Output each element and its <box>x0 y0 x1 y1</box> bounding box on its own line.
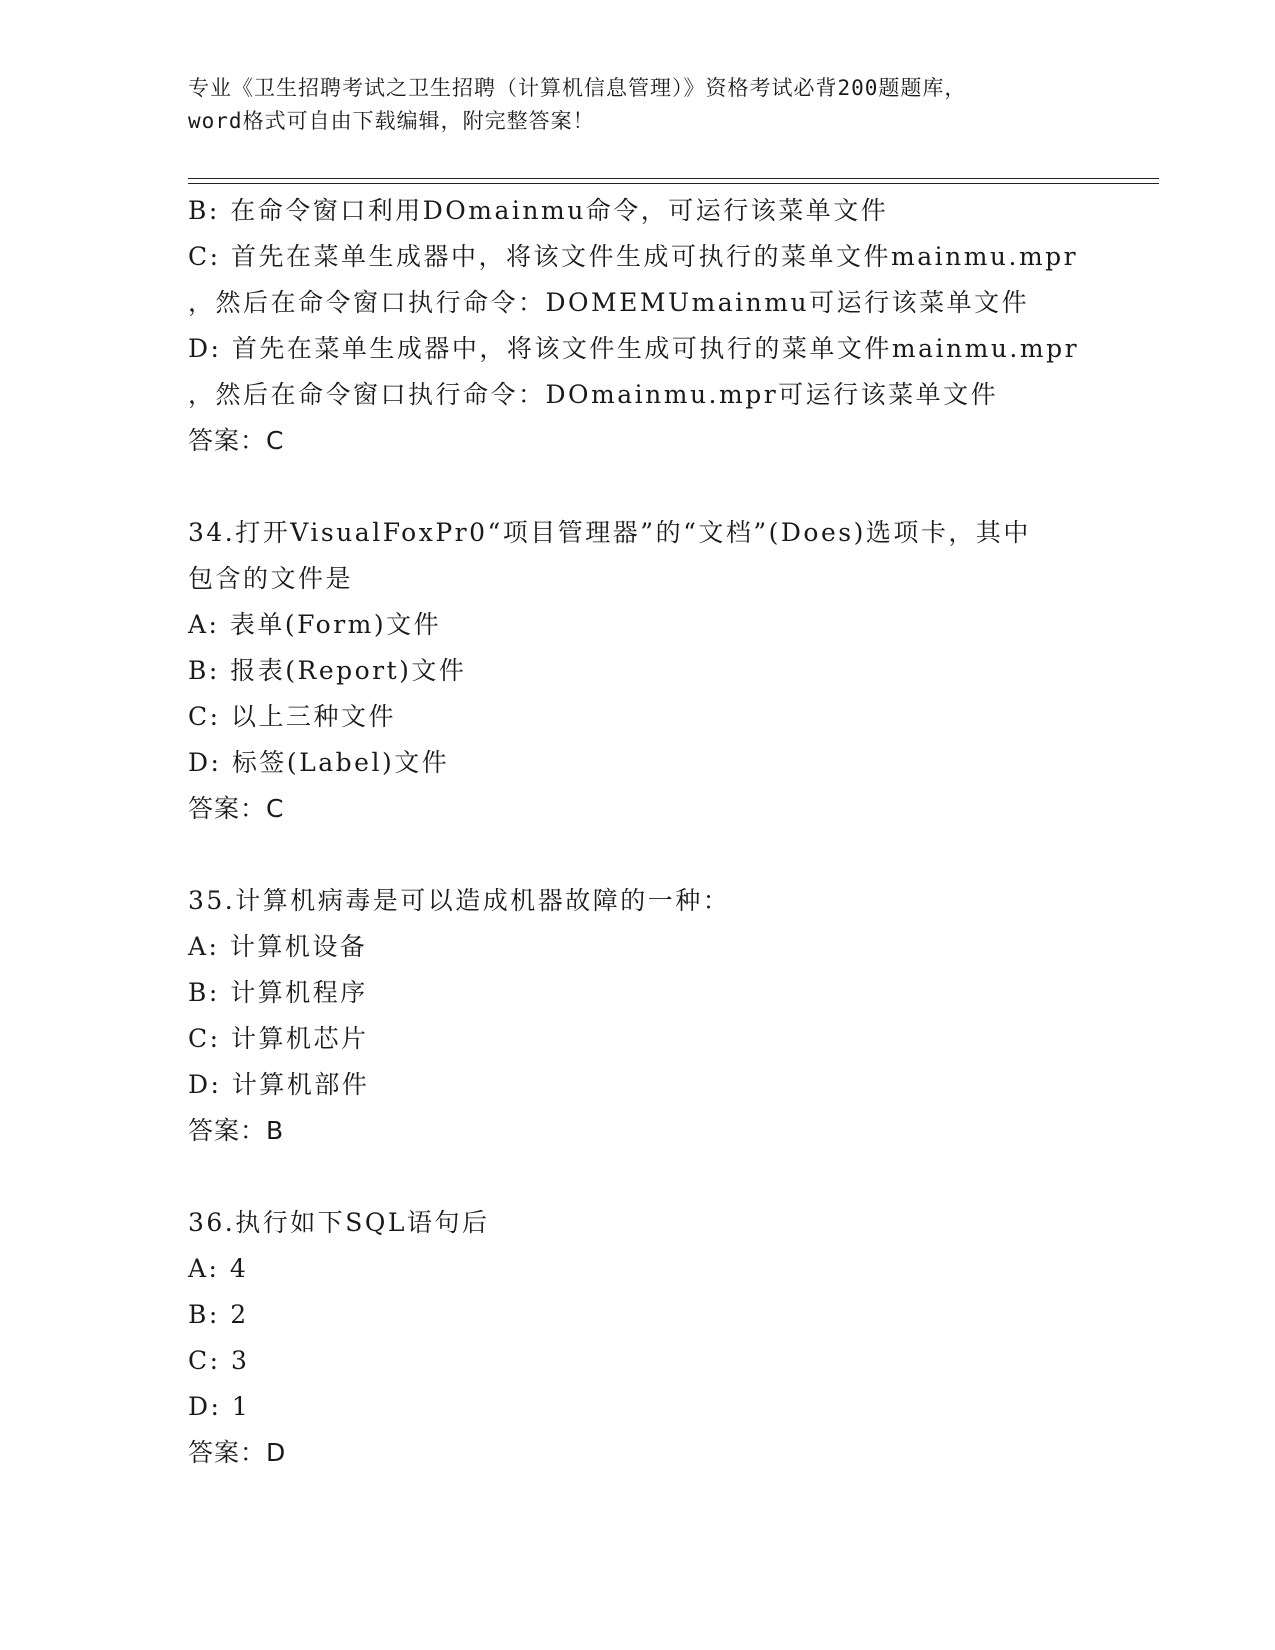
answer-line: 答案：B <box>188 1116 285 1145</box>
option-c: C: 首先在菜单生成器中，将该文件生成可执行的菜单文件mainmu.mpr <box>188 242 1079 271</box>
option-a: A: 4 <box>188 1254 249 1283</box>
document-header <box>188 72 1088 138</box>
spacer <box>188 1154 1188 1200</box>
answer-line: 答案：D <box>188 1438 287 1467</box>
option-b: B: 报表(Report)文件 <box>188 656 467 685</box>
question-stem: 36.执行如下SQL语句后 <box>188 1208 490 1237</box>
option-d: D: 1 <box>188 1392 251 1421</box>
question-stem: 35.计算机病毒是可以造成机器故障的一种： <box>188 886 731 915</box>
question-34 <box>188 510 1188 832</box>
option-a: A: 计算机设备 <box>188 932 368 961</box>
question-36 <box>188 1200 1188 1476</box>
option-b: B: 计算机程序 <box>188 978 368 1007</box>
option-d: D: 标签(Label)文件 <box>188 748 450 777</box>
option-b: B: 在命令窗口利用DOmainmu命令，可运行该菜单文件 <box>188 196 889 225</box>
option-a: A: 表单(Form)文件 <box>188 610 442 639</box>
header-divider <box>188 178 1159 184</box>
question-content <box>188 188 1188 1476</box>
question-stem: 34.打开VisualFoxPr0“项目管理器”的“文档”(Does)选项卡，其中 <box>188 518 1031 547</box>
option-c: C: 3 <box>188 1346 250 1375</box>
spacer <box>188 832 1188 878</box>
answer-line: 答案：C <box>188 794 285 823</box>
option-c-continued: ，然后在命令窗口执行命令：DOMEMUmainmu可运行该菜单文件 <box>188 288 1030 317</box>
option-b: B: 2 <box>188 1300 249 1329</box>
option-d-continued: ，然后在命令窗口执行命令：DOmainmu.mpr可运行该菜单文件 <box>188 380 999 409</box>
option-d: D: 计算机部件 <box>188 1070 370 1099</box>
question-35 <box>188 878 1188 1154</box>
answer-line: 答案：C <box>188 426 285 455</box>
option-c: C: 以上三种文件 <box>188 702 396 731</box>
spacer <box>188 464 1188 510</box>
question-stem-continued: 包含的文件是 <box>188 564 354 593</box>
question-33-continued <box>188 188 1188 464</box>
option-c: C: 计算机芯片 <box>188 1024 369 1053</box>
header-title-line-1: 专业《卫生招聘考试之卫生招聘（计算机信息管理）》资格考试必背200题题库， <box>188 76 967 100</box>
option-d: D: 首先在菜单生成器中，将该文件生成可执行的菜单文件mainmu.mpr <box>188 334 1080 363</box>
header-title-line-2: word格式可自由下载编辑，附完整答案！ <box>188 109 595 133</box>
